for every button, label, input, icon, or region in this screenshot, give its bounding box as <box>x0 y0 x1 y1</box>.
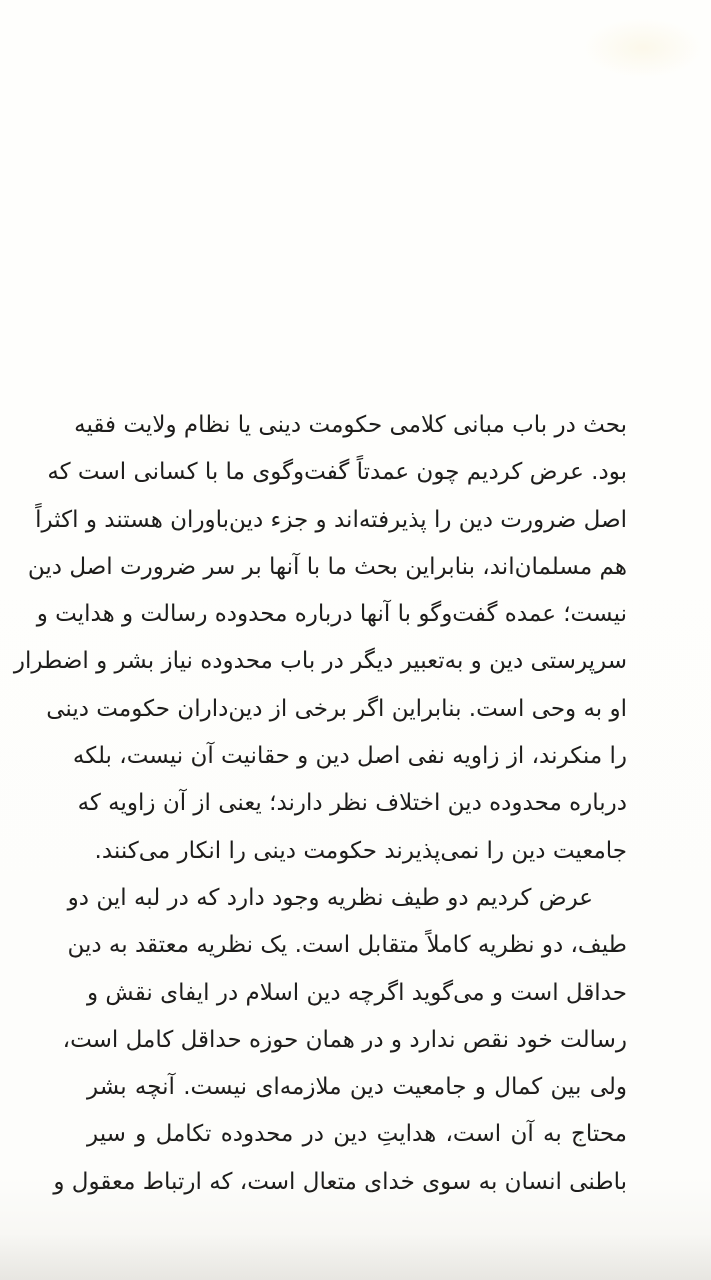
text-line: را منکرند، از زاویه نفی اصل دین و حقانیت آن نیست، بلکه <box>72 743 627 770</box>
text-line-paragraph-start: عرض کردیم دو طیف نظریه وجود دارد که در لبه این دو <box>67 884 593 911</box>
text-line: محتاج به آن است، هدایتِ دین در محدوده تکامل و سیر <box>87 1121 627 1148</box>
text-line: نیست؛ عمده گفت‌وگو با آنها درباره محدوده رسالت و هدایت و <box>36 601 627 628</box>
text-line: حداقل است و می‌گوید اگرچه دین اسلام در ایفای نقش و <box>87 979 627 1006</box>
text-line: بود. عرض کردیم چون عمدتاً گفت‌وگوی ما با کسانی است که <box>47 459 627 486</box>
text-line: هم مسلمان‌اند، بنابراین بحث ما با آنها بر سر ضرورت اصل دین <box>27 553 627 580</box>
text-line: ولی بین کمال و جامعیت دین ملازمه‌ای نیست. آنچه بشر <box>87 1074 627 1101</box>
scan-smudge <box>583 18 703 78</box>
text-line: طیف، دو نظریه کاملاً متقابل است. یک نظریه معتقد به دین <box>67 932 627 959</box>
text-line: بحث در باب مبانی کلامی حکومت دینی یا نظام ولایت فقیه <box>74 412 627 438</box>
text-line-paragraph-end: جامعیت دین را نمی‌پذیرند حکومت دینی را انکار می‌کنند. <box>94 837 627 864</box>
scan-edge-shadow <box>0 1234 711 1280</box>
text-line: باطنی انسان به سوی خدای متعال است، که ارتباط معقول و <box>53 1168 627 1195</box>
text-block <box>13 402 627 1206</box>
text-line: درباره محدوده دین اختلاف نظر دارند؛ یعنی از آن زاویه که <box>77 790 627 817</box>
text-line: سرپرستی دین و به‌تعبیر دیگر در باب محدوده نیاز بشر و اضطرار <box>13 648 627 675</box>
text-line: اصل ضرورت دین را پذیرفته‌اند و جزء دین‌باوران هستند و اکثراً <box>35 506 627 533</box>
text-line: او به وحی است. بنابراین اگر برخی از دین‌داران حکومت دینی <box>46 695 627 722</box>
text-line: رسالت خود نقص ندارد و در همان حوزه حداقل کامل است، <box>62 1026 627 1053</box>
